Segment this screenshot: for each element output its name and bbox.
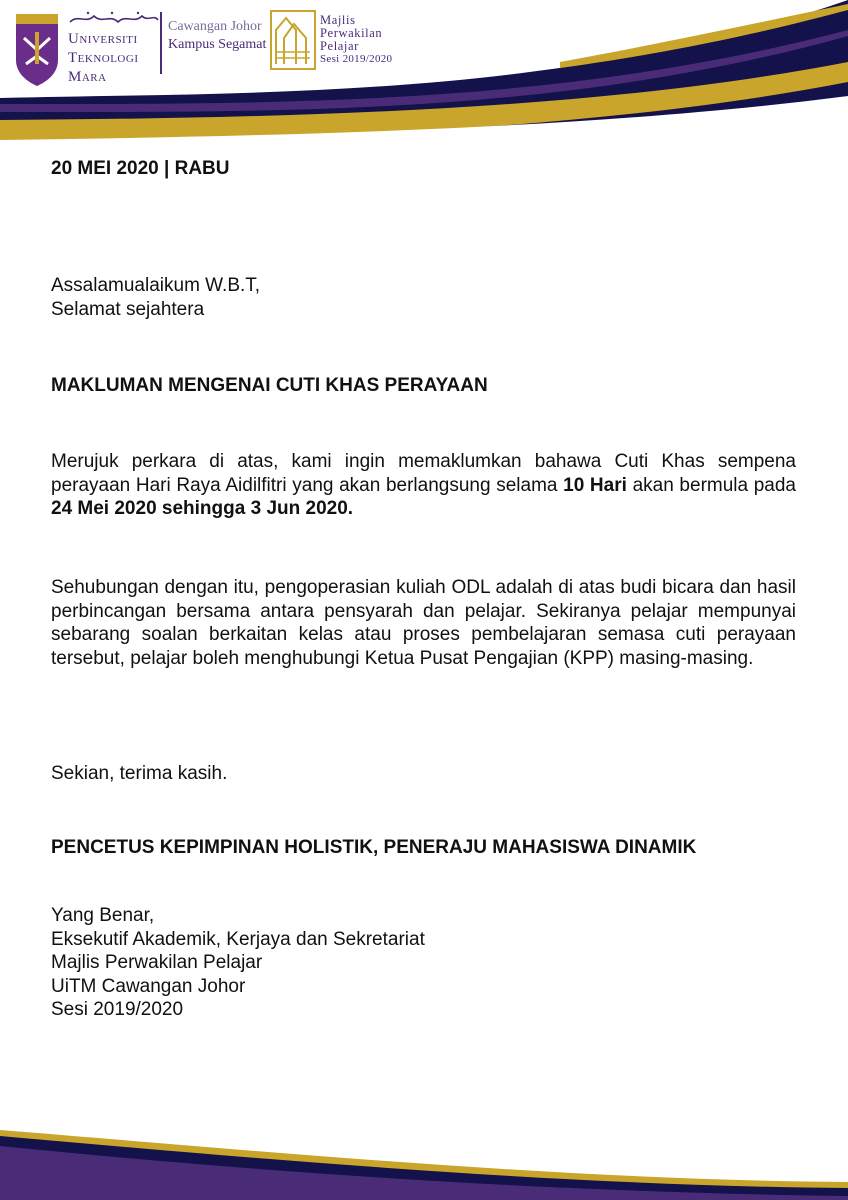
uitm-crest-logo: [12, 12, 62, 88]
council-line: Majlis: [320, 13, 356, 27]
duration-highlight: 10 Hari: [563, 474, 627, 496]
signature-line: Majlis Perwakilan Pelajar: [51, 952, 263, 973]
paragraph-text: akan bermula pada: [626, 474, 797, 496]
council-line: Pelajar: [320, 39, 359, 53]
date-range-highlight: 24 Mei 2020 sehingga 3 Jun 2020.: [51, 498, 354, 519]
greeting-line: Assalamualaikum W.B.T,: [51, 275, 261, 296]
council-line: Perwakilan: [320, 26, 383, 40]
footer-banner: [0, 1110, 848, 1200]
council-session: Sesi 2019/2020: [320, 53, 393, 65]
jawi-script-mark: [68, 10, 160, 26]
campus-line: Cawangan Johor: [168, 19, 262, 34]
paragraph-odl: Sehubungan dengan itu, pengoperasian kuliah ODL adalah di atas budi bicara dan hasil perbincangan bersama antara pensyarah dan pelajar. Sekiranya pelajar mempunyai sebarang soalan berkaitan kelas atau proses pembelajaran semasa cuti perayaan tersebut, pelajar boleh menghubungi Ketua Pusat Pengajian (KPP) masing-masing.: [51, 577, 796, 669]
university-name-line: Mara: [68, 69, 107, 85]
paragraph-text: Merujuk perkara di atas, kami ingin memaklumkan bahawa Cuti Khas sempena perayaan Hari Raya Aidilfitri yang akan berlangsung selama: [51, 451, 796, 496]
greeting: [51, 274, 796, 321]
signature-line: Yang Benar,: [51, 905, 155, 926]
header-divider: [160, 12, 162, 74]
motto: PENCETUS KEPIMPINAN HOLISTIK, PENERAJU MAHASISWA DINAMIK: [51, 837, 697, 858]
paragraph-announcement: [51, 450, 796, 521]
signature-block: [51, 904, 796, 1022]
campus-line: Kampus Segamat: [168, 37, 267, 52]
council-name: [320, 14, 392, 65]
university-name: [68, 30, 138, 87]
signature-line: Sesi 2019/2020: [51, 999, 184, 1020]
signature-line: UiTM Cawangan Johor: [51, 975, 246, 997]
campus-name: [168, 18, 266, 54]
closing-line: Sekian, terima kasih.: [51, 763, 228, 784]
signature-line: Eksekutif Akademik, Kerjaya dan Sekretariat: [51, 928, 425, 950]
greeting-line: Selamat sejahtera: [51, 298, 205, 320]
university-name-line: Teknologi: [68, 50, 139, 66]
mpp-logo: [270, 10, 316, 70]
letterhead: [0, 0, 848, 145]
university-name-line: Universiti: [68, 31, 138, 47]
subject-heading: MAKLUMAN MENGENAI CUTI KHAS PERAYAAN: [51, 375, 488, 396]
date-line: 20 MEI 2020 | RABU: [51, 158, 230, 179]
